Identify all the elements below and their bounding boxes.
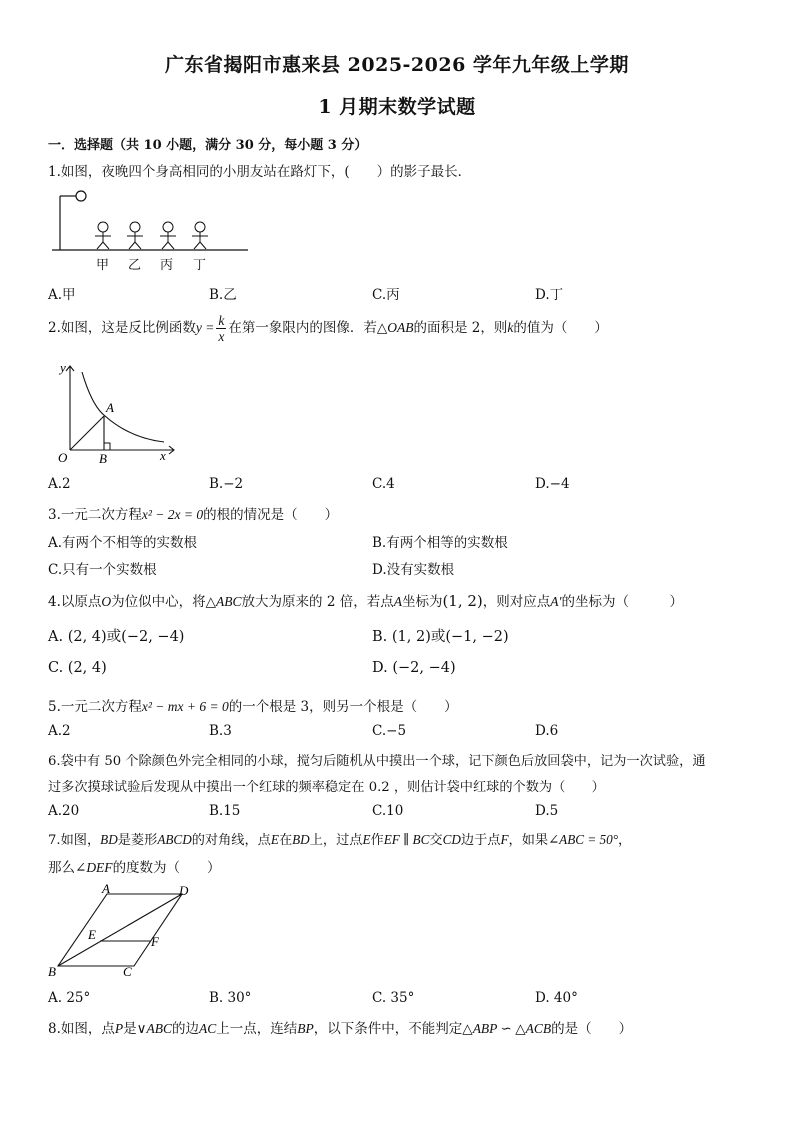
q7-option-c[interactable]: C. 35° xyxy=(372,990,415,1006)
q1-label-bing: 丙 xyxy=(160,258,174,273)
q6-stem-line2: 过多次摸球试验后发现从中摸出一个红球的频率稳定在 0.2 ，则估计袋中红球的个数为（ ） xyxy=(48,780,605,795)
q4-option-c[interactable]: C. (2, 4) xyxy=(48,660,107,676)
q3-equation: x² − 2x = 0 xyxy=(141,507,204,522)
q6-option-a[interactable]: A.20 xyxy=(48,803,80,819)
q4-option-b[interactable]: B. (1, 2)或(−1, −2) xyxy=(372,629,509,645)
hyperbola-curve xyxy=(82,372,164,442)
q7-fig-a-label: A xyxy=(102,881,110,896)
q2-fig-o-label: O xyxy=(58,450,68,465)
section-heading: 一．选择题（共 10 小题，满分 30 分，每小题 3 分） xyxy=(48,138,368,153)
q4-option-d[interactable]: D. (−2, −4) xyxy=(372,660,456,676)
q6-option-c[interactable]: C.10 xyxy=(372,803,404,819)
q2-fig-a-label: A xyxy=(106,400,114,415)
exam-title-line1: 广东省揭阳市惠来县 2025-2026 学年九年级上学期 xyxy=(165,54,629,76)
q2-fig-y-label: y xyxy=(60,360,66,375)
q7-option-b[interactable]: B. 30° xyxy=(209,990,252,1006)
street-lamp-icon xyxy=(76,191,86,201)
child-jia-icon xyxy=(95,222,111,249)
q7-figure xyxy=(46,882,206,982)
q7-fig-b-label: B xyxy=(48,964,56,979)
q3-option-b[interactable]: B.有两个相等的实数根 xyxy=(372,535,508,551)
q7-stem-line2: 那么∠DEF的度数为（ ） xyxy=(48,860,221,876)
child-ding-icon xyxy=(192,222,208,249)
q7-fig-f-label: F xyxy=(151,934,159,949)
q1-option-d[interactable]: D.丁 xyxy=(535,287,564,303)
q2-option-d[interactable]: D.−4 xyxy=(535,476,570,492)
q2-fraction: $\frac{k}{x}$ xyxy=(218,313,225,344)
q5-option-b[interactable]: B.3 xyxy=(209,723,232,739)
q6-option-d[interactable]: D.5 xyxy=(535,803,559,819)
q4-stem: 4.以原点O为位似中心，将△ABC放大为原来的 2 倍，若点A坐标为(1, 2)，则对应点A′的坐标为（ ） xyxy=(48,592,683,610)
q3-stem: 3.一元二次方程x² − 2x = 0的根的情况是（ ） xyxy=(48,507,339,523)
q1-label-yi: 乙 xyxy=(128,258,142,273)
q1-label-ding: 丁 xyxy=(193,258,207,273)
q1-label-jia: 甲 xyxy=(96,258,110,273)
q8-stem: 8.如图，点P是∨ABC的边AC上一点，连结BP，以下条件中，不能判定△ABP ∽ △ACB的是（ ） xyxy=(48,1021,633,1037)
q7-fig-e-label: E xyxy=(88,927,96,942)
diagonal-bd xyxy=(58,894,182,966)
q7-fig-d-label: D xyxy=(179,883,189,898)
q3-option-d[interactable]: D.没有实数根 xyxy=(372,562,455,578)
q5-stem: 5.一元二次方程x² − mx + 6 = 0的一个根是 3，则另一个根是（ ） xyxy=(48,699,458,715)
child-yi-icon xyxy=(127,222,143,249)
q2-stem: 2.如图，这是反比例函数y = $\frac{k}{x}$ 在第一象限内的图像．若△OAB的面积是 2，则k的值为（ ） xyxy=(48,313,608,344)
q1-figure xyxy=(48,186,258,246)
q2-option-a[interactable]: A.2 xyxy=(48,476,71,492)
q1-stem: 1.如图，夜晚四个身高相同的小朋友站在路灯下，( ）的影子最长． xyxy=(48,164,472,180)
q6-stem-line1: 6.袋中有 50 个除颜色外完全相同的小球，搅匀后随机从中摸出一个球，记下颜色后放回袋中，记为一次试验，通 xyxy=(48,754,706,769)
q5-option-d[interactable]: D.6 xyxy=(535,723,559,739)
q2-fig-x-label: x xyxy=(160,448,166,463)
q2-func-lhs: y = xyxy=(195,320,215,335)
q1-option-c[interactable]: C.丙 xyxy=(372,287,400,303)
q2-fig-b-label: B xyxy=(99,451,107,466)
q7-option-d[interactable]: D. 40° xyxy=(535,990,578,1006)
q7-option-a[interactable]: A. 25° xyxy=(48,990,91,1006)
q2-figure xyxy=(52,358,182,466)
q2-option-c[interactable]: C.4 xyxy=(372,476,395,492)
q5-option-c[interactable]: C.−5 xyxy=(372,723,407,739)
q5-option-a[interactable]: A.2 xyxy=(48,723,71,739)
q1-option-a[interactable]: A.甲 xyxy=(48,287,76,303)
child-bing-icon xyxy=(160,222,176,249)
q6-option-b[interactable]: B.15 xyxy=(209,803,241,819)
q7-fig-c-label: C xyxy=(123,964,132,979)
exam-title-line2: 1 月期末数学试题 xyxy=(318,96,476,118)
q3-option-a[interactable]: A.有两个不相等的实数根 xyxy=(48,535,198,551)
q4-option-a[interactable]: A. (2, 4)或(−2, −4) xyxy=(48,629,185,645)
q3-option-c[interactable]: C.只有一个实数根 xyxy=(48,562,157,578)
q2-option-b[interactable]: B.−2 xyxy=(209,476,244,492)
q5-equation: x² − mx + 6 = 0 xyxy=(141,699,229,714)
q1-option-b[interactable]: B.乙 xyxy=(209,287,237,303)
q7-stem-line1: 7.如图，BD是菱形ABCD的对角线，点E在BD上，过点E作EF ∥ BC交CD边于点F，如果∠ABC = 50°， xyxy=(48,832,632,848)
